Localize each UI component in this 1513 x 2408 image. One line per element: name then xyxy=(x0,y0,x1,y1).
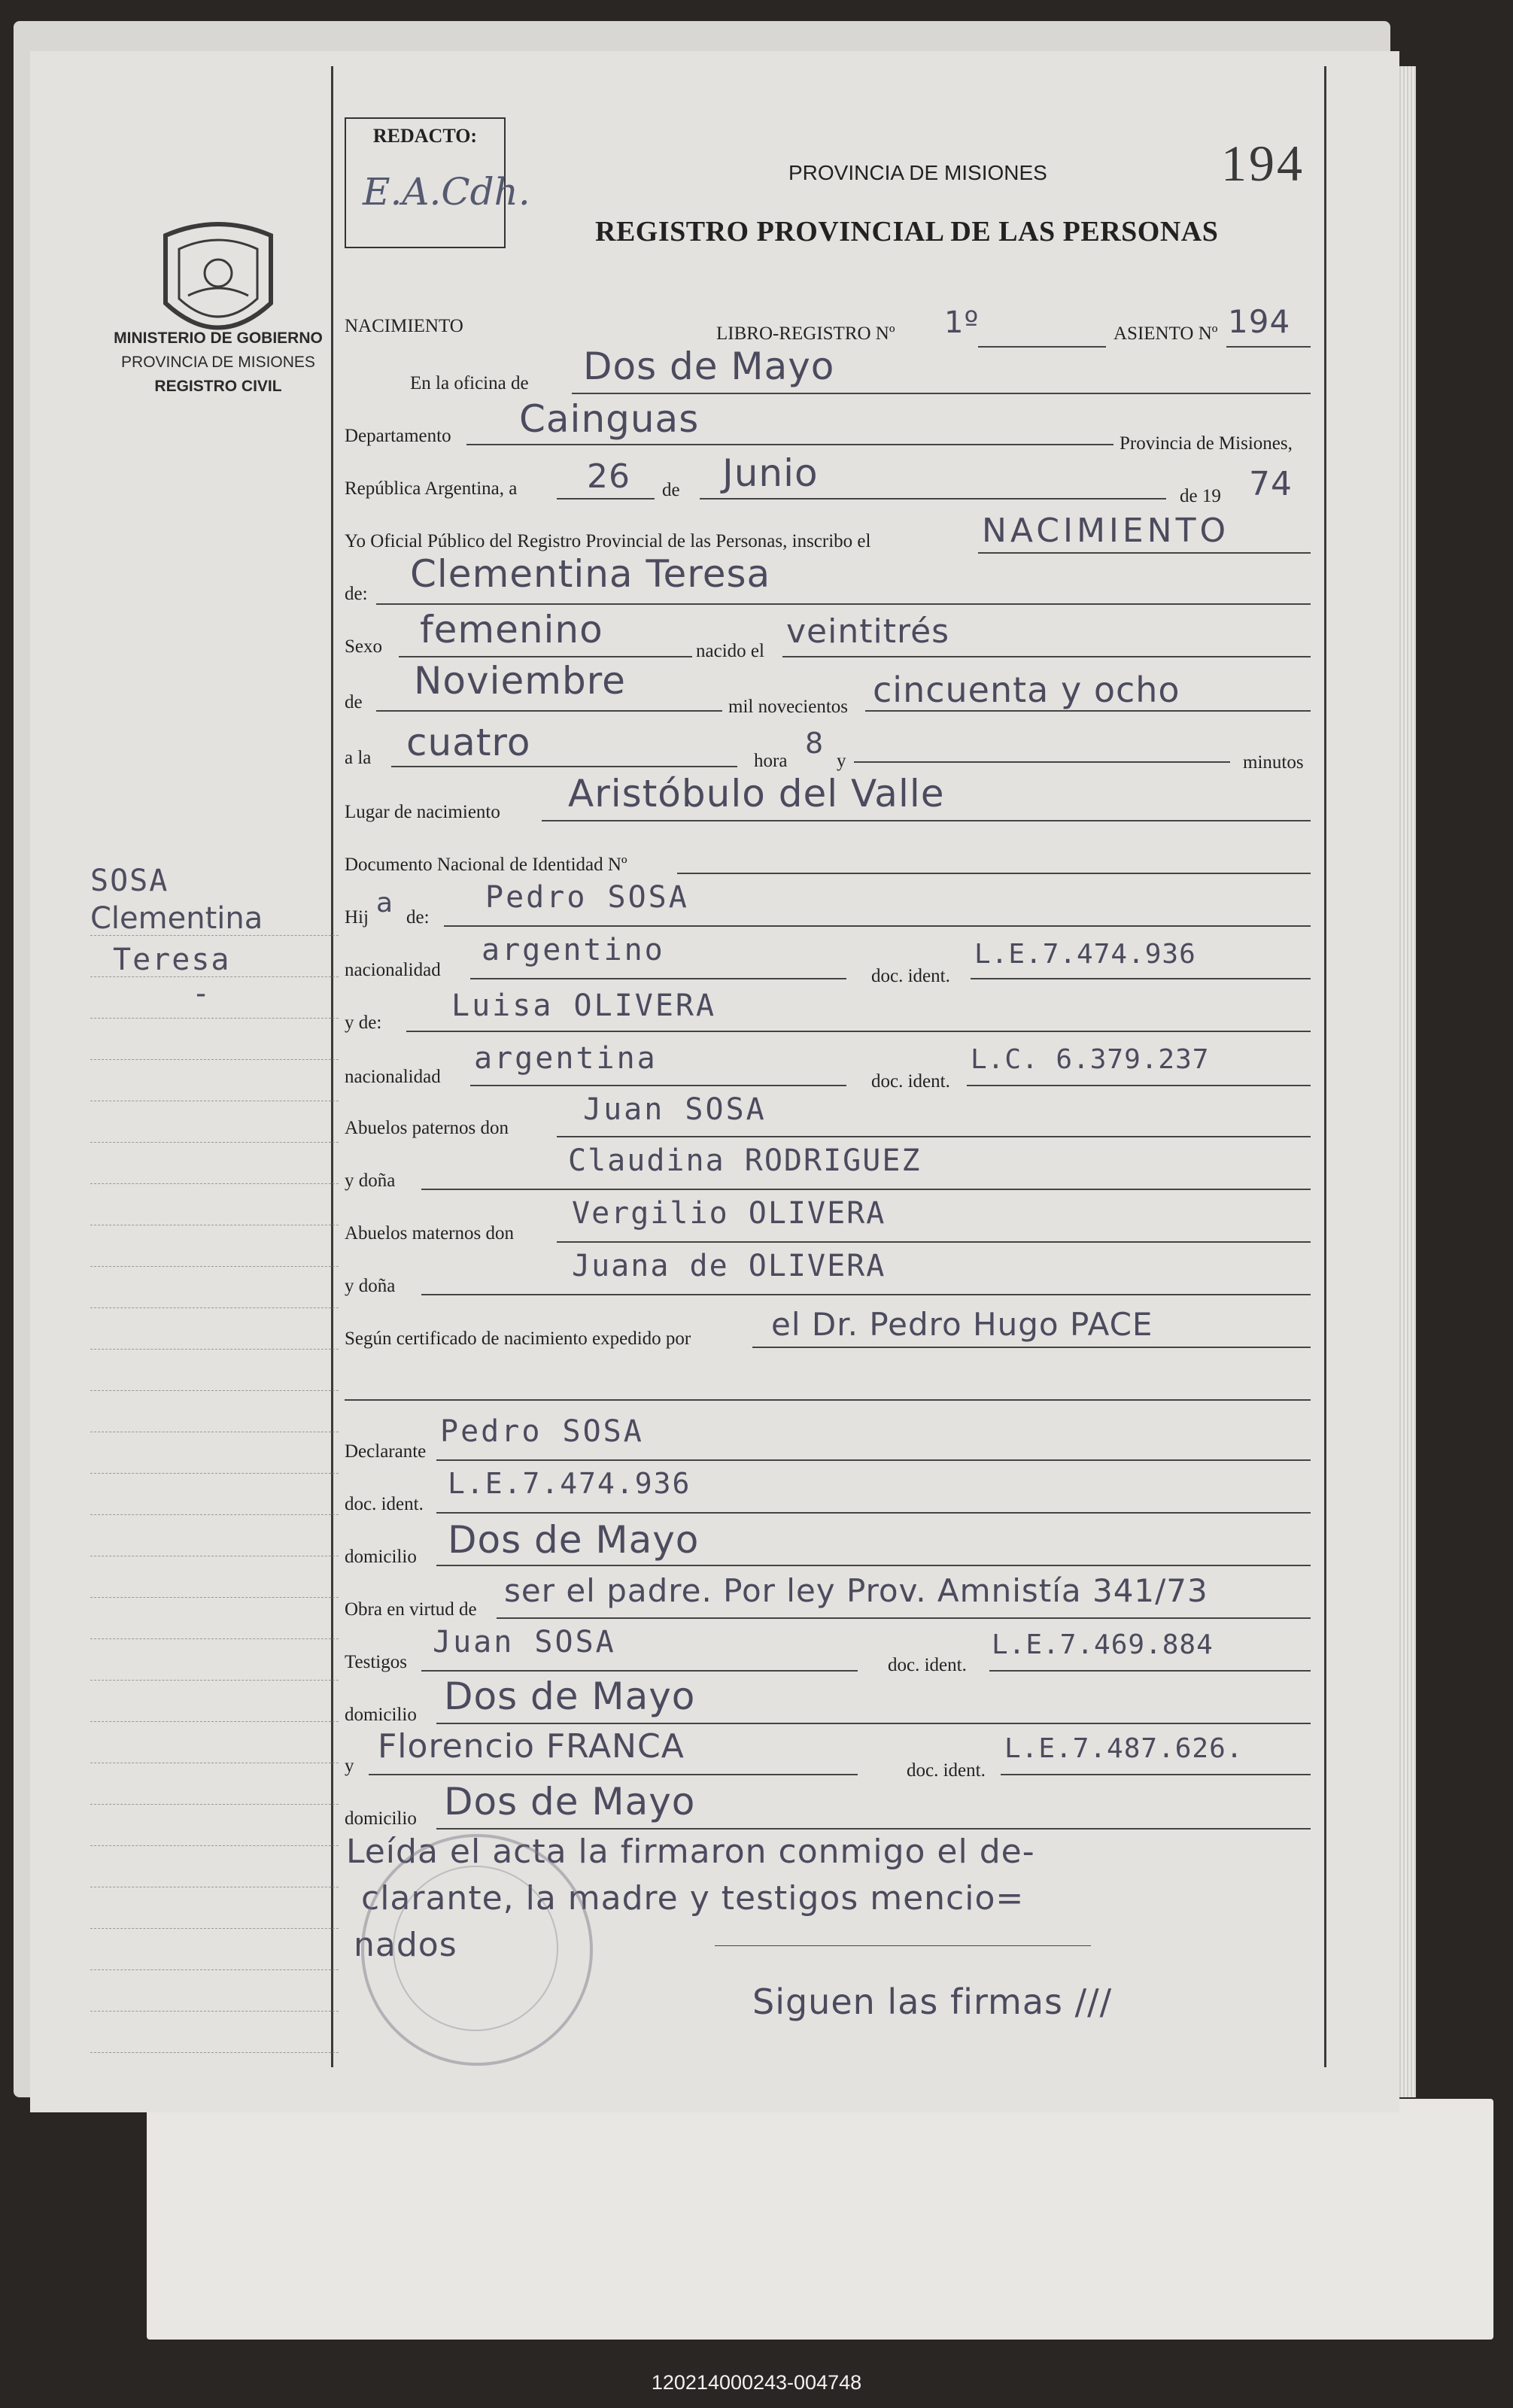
margin-line xyxy=(90,1266,339,1267)
testigo1-value: Juan SOSA xyxy=(433,1625,616,1659)
provincia-label: Provincia de Misiones, xyxy=(1120,433,1293,454)
margin-line xyxy=(90,1928,339,1929)
segun-value: el Dr. Pedro Hugo PACE xyxy=(771,1306,1153,1343)
testigo2-doc-value: L.E.7.487.626. xyxy=(1004,1733,1244,1764)
testigo1-doc-label: doc. ident. xyxy=(888,1655,967,1675)
fill-line xyxy=(436,1565,1311,1566)
madre-doc-label: doc. ident. xyxy=(871,1071,950,1092)
testigos-label: Testigos xyxy=(345,1652,407,1672)
sexo-label: Sexo xyxy=(345,636,382,657)
hij-suffix: a xyxy=(376,888,394,919)
fill-line xyxy=(989,1670,1311,1672)
abuela-mat-label: y doña xyxy=(345,1276,396,1296)
madre-nac-value: argentina xyxy=(474,1041,658,1076)
nacimiento-label: NACIMIENTO xyxy=(345,316,463,336)
padre-value: Pedro SOSA xyxy=(485,880,689,915)
under-sheet xyxy=(147,2099,1493,2340)
dni-label: Documento Nacional de Identidad Nº xyxy=(345,855,627,875)
hora-value: cuatro xyxy=(406,721,531,764)
margin-line xyxy=(90,1142,339,1143)
ministry-line-3: REGISTRO CIVIL xyxy=(154,378,282,395)
madre-doc-value: L.C. 6.379.237 xyxy=(971,1044,1210,1075)
official-seal-inner xyxy=(393,1866,558,2031)
fill-line xyxy=(557,498,655,500)
province-header: PROVINCIA DE MISIONES xyxy=(788,161,1047,184)
fill-line xyxy=(782,656,1311,657)
closing-line-1: Leída el acta la firmaron conmigo el de- xyxy=(346,1833,1035,1871)
fill-line xyxy=(1001,1774,1311,1775)
fill-line xyxy=(466,444,1113,445)
fill-line xyxy=(369,1774,858,1775)
margin-line xyxy=(90,1845,339,1846)
testigo2-doc-label: doc. ident. xyxy=(907,1760,986,1781)
testigo1-dom-label: domicilio xyxy=(345,1705,417,1725)
departamento-value: Cainguas xyxy=(519,397,700,441)
nombre-value: Clementina Teresa xyxy=(410,552,771,596)
folio-number: 194 xyxy=(1221,135,1305,192)
closing-line-3: nados xyxy=(354,1926,457,1964)
fill-line xyxy=(376,710,722,712)
fill-line xyxy=(406,1031,1311,1032)
fill-line xyxy=(572,393,1311,394)
margin-line xyxy=(90,1390,339,1391)
fill-line xyxy=(557,1136,1311,1137)
acto-value: NACIMIENTO xyxy=(982,512,1230,550)
fill-line xyxy=(470,1085,846,1086)
hij-label: Hij xyxy=(345,907,369,928)
fill-line xyxy=(1226,346,1311,348)
libro-label: LIBRO-REGISTRO Nº xyxy=(716,323,895,344)
lugar-value: Aristóbulo del Valle xyxy=(568,772,945,815)
minutos-label: minutos xyxy=(1243,752,1304,773)
declarante-doc-label: doc. ident. xyxy=(345,1494,424,1514)
abuelo-mat-value: Vergilio OLIVERA xyxy=(572,1196,886,1231)
fill-line xyxy=(715,1945,1091,1946)
de2-label: de: xyxy=(345,584,368,604)
margin-given-2: Teresa xyxy=(113,943,231,977)
de-label: de xyxy=(662,480,680,500)
yde-label: y de: xyxy=(345,1013,382,1033)
ministry-line-2: PROVINCIA DE MISIONES xyxy=(121,354,315,371)
margin-line xyxy=(90,1183,339,1184)
fill-line xyxy=(436,1459,1311,1461)
asiento-label: ASIENTO Nº xyxy=(1113,323,1218,344)
mes-value: Junio xyxy=(722,451,819,495)
testigo1-dom-value: Dos de Mayo xyxy=(444,1675,696,1718)
page-edge xyxy=(1399,66,1416,2097)
margin-line xyxy=(90,1018,339,1019)
anio-nac-value: cincuenta y ocho xyxy=(873,670,1180,710)
abuela-mat-value: Juana de OLIVERA xyxy=(572,1249,886,1283)
document-code: 120214000243-004748 xyxy=(651,2371,862,2394)
closing-line-2: clarante, la madre y testigos mencio= xyxy=(361,1879,1025,1918)
oficina-label: En la oficina de xyxy=(410,373,529,393)
padre-doc-value: L.E.7.474.936 xyxy=(974,939,1196,970)
fill-line xyxy=(436,1828,1311,1830)
margin-dash: - xyxy=(192,976,212,1011)
lugar-label: Lugar de nacimiento xyxy=(345,802,500,822)
fill-line xyxy=(470,978,846,979)
madre-nac-label: nacionalidad xyxy=(345,1067,441,1087)
padre-nac-value: argentino xyxy=(482,933,665,967)
redacto-box xyxy=(345,117,530,248)
right-rule xyxy=(1324,66,1326,2067)
hora-label: hora xyxy=(754,751,788,771)
margin-line xyxy=(90,1307,339,1308)
abuela-pat-value: Claudina RODRIGUEZ xyxy=(568,1143,922,1178)
margin-line xyxy=(90,1804,339,1805)
nacido-label: nacido el xyxy=(696,641,764,661)
republica-label: República Argentina, a xyxy=(345,478,518,499)
testigo1-doc-value: L.E.7.469.884 xyxy=(992,1629,1214,1660)
fill-line xyxy=(865,710,1311,712)
margin-line xyxy=(90,1059,339,1060)
margin-line xyxy=(90,976,339,977)
margin-surname: SOSA xyxy=(90,864,169,898)
declarante-dom-label: domicilio xyxy=(345,1547,417,1567)
margin-line xyxy=(90,1514,339,1515)
segun-label: Según certificado de nacimiento expedido por xyxy=(345,1328,691,1349)
fill-line xyxy=(421,1189,1311,1190)
de3-label: de xyxy=(345,692,363,712)
fill-line xyxy=(399,656,692,657)
official-seal xyxy=(361,1834,593,2066)
testigo2-dom-value: Dos de Mayo xyxy=(444,1780,696,1823)
redacto-signature: E.A.Cdh. xyxy=(363,170,530,214)
declarante-value: Pedro SOSA xyxy=(440,1414,644,1449)
margin-given-1: Clementina xyxy=(90,901,263,936)
obra-label: Obra en virtud de xyxy=(345,1599,477,1620)
min-value: 8 xyxy=(805,727,825,760)
margin-line xyxy=(90,1638,339,1639)
libro-value: 1º xyxy=(944,305,980,340)
margin-line xyxy=(90,1680,339,1681)
fill-line xyxy=(421,1670,858,1672)
fill-line xyxy=(436,1512,1311,1514)
obra-value: ser el padre. Por ley Prov. Amnistía 341/73 xyxy=(504,1572,1208,1609)
margin-line xyxy=(90,1597,339,1598)
declarante-doc-value: L.E.7.474.936 xyxy=(448,1467,691,1500)
yo-oficial-label: Yo Oficial Público del Registro Provincial de las Personas, inscribo el xyxy=(345,531,871,551)
fill-line xyxy=(542,820,1311,821)
margin-line xyxy=(90,2011,339,2012)
fill-line xyxy=(557,1241,1311,1243)
margin-line xyxy=(90,935,339,936)
redacto-label: REDACTO: xyxy=(372,125,478,147)
fill-line xyxy=(978,346,1106,348)
margin-line xyxy=(90,2052,339,2053)
fill-line xyxy=(436,1723,1311,1724)
mes-nac-value: Noviembre xyxy=(414,659,626,703)
padre-nac-label: nacionalidad xyxy=(345,960,441,980)
fill-line xyxy=(700,498,1166,500)
fill-line xyxy=(677,873,1311,874)
fill-line xyxy=(391,766,737,767)
oficina-value: Dos de Mayo xyxy=(583,345,835,388)
abuelo-pat-value: Juan SOSA xyxy=(583,1092,767,1127)
fill-line xyxy=(376,603,1311,605)
margin-line xyxy=(90,1969,339,1970)
register-book xyxy=(14,21,1390,2097)
declarante-dom-value: Dos de Mayo xyxy=(448,1518,700,1562)
testigo2-dom-label: domicilio xyxy=(345,1808,417,1829)
anio-value: 74 xyxy=(1249,465,1293,503)
nacido-value: veintitrés xyxy=(786,612,950,651)
registry-title: REGISTRO PROVINCIAL DE LAS PERSONAS xyxy=(595,216,1219,247)
hij-de-label: de: xyxy=(406,907,430,928)
fill-line xyxy=(967,1085,1311,1086)
margin-line xyxy=(90,1721,339,1722)
fill-line xyxy=(978,552,1311,554)
anio-prefix: de 19 xyxy=(1180,486,1221,506)
fill-line xyxy=(752,1347,1311,1348)
margin-line xyxy=(90,1349,339,1350)
abuelos-pat-label: Abuelos paternos don xyxy=(345,1118,509,1138)
fill-line xyxy=(854,761,1230,763)
madre-value: Luisa OLIVERA xyxy=(451,988,717,1023)
y2-label: y xyxy=(345,1756,354,1776)
closing-line-4: Siguen las firmas /// xyxy=(752,1981,1113,2022)
abuelos-mat-label: Abuelos maternos don xyxy=(345,1223,514,1243)
abuela-pat-label: y doña xyxy=(345,1171,396,1191)
mil-label: mil novecientos xyxy=(728,697,848,717)
departamento-label: Departamento xyxy=(345,426,451,446)
ala-label: a la xyxy=(345,748,372,768)
testigo2-value: Florencio FRANCA xyxy=(378,1727,685,1766)
ministry-line-1: MINISTERIO DE GOBIERNO xyxy=(114,329,323,347)
y-label: y xyxy=(837,751,846,771)
fill-line xyxy=(345,1399,1311,1401)
sexo-value: femenino xyxy=(420,608,603,651)
register-page xyxy=(30,51,1399,2112)
asiento-value: 194 xyxy=(1228,303,1291,340)
padre-doc-label: doc. ident. xyxy=(871,966,950,986)
fill-line xyxy=(971,978,1311,979)
declarante-label: Declarante xyxy=(345,1441,427,1462)
fill-line xyxy=(444,925,1311,927)
dia-value: 26 xyxy=(587,457,630,496)
margin-line xyxy=(90,1473,339,1474)
fill-line xyxy=(497,1617,1311,1619)
fill-line xyxy=(421,1294,1311,1295)
